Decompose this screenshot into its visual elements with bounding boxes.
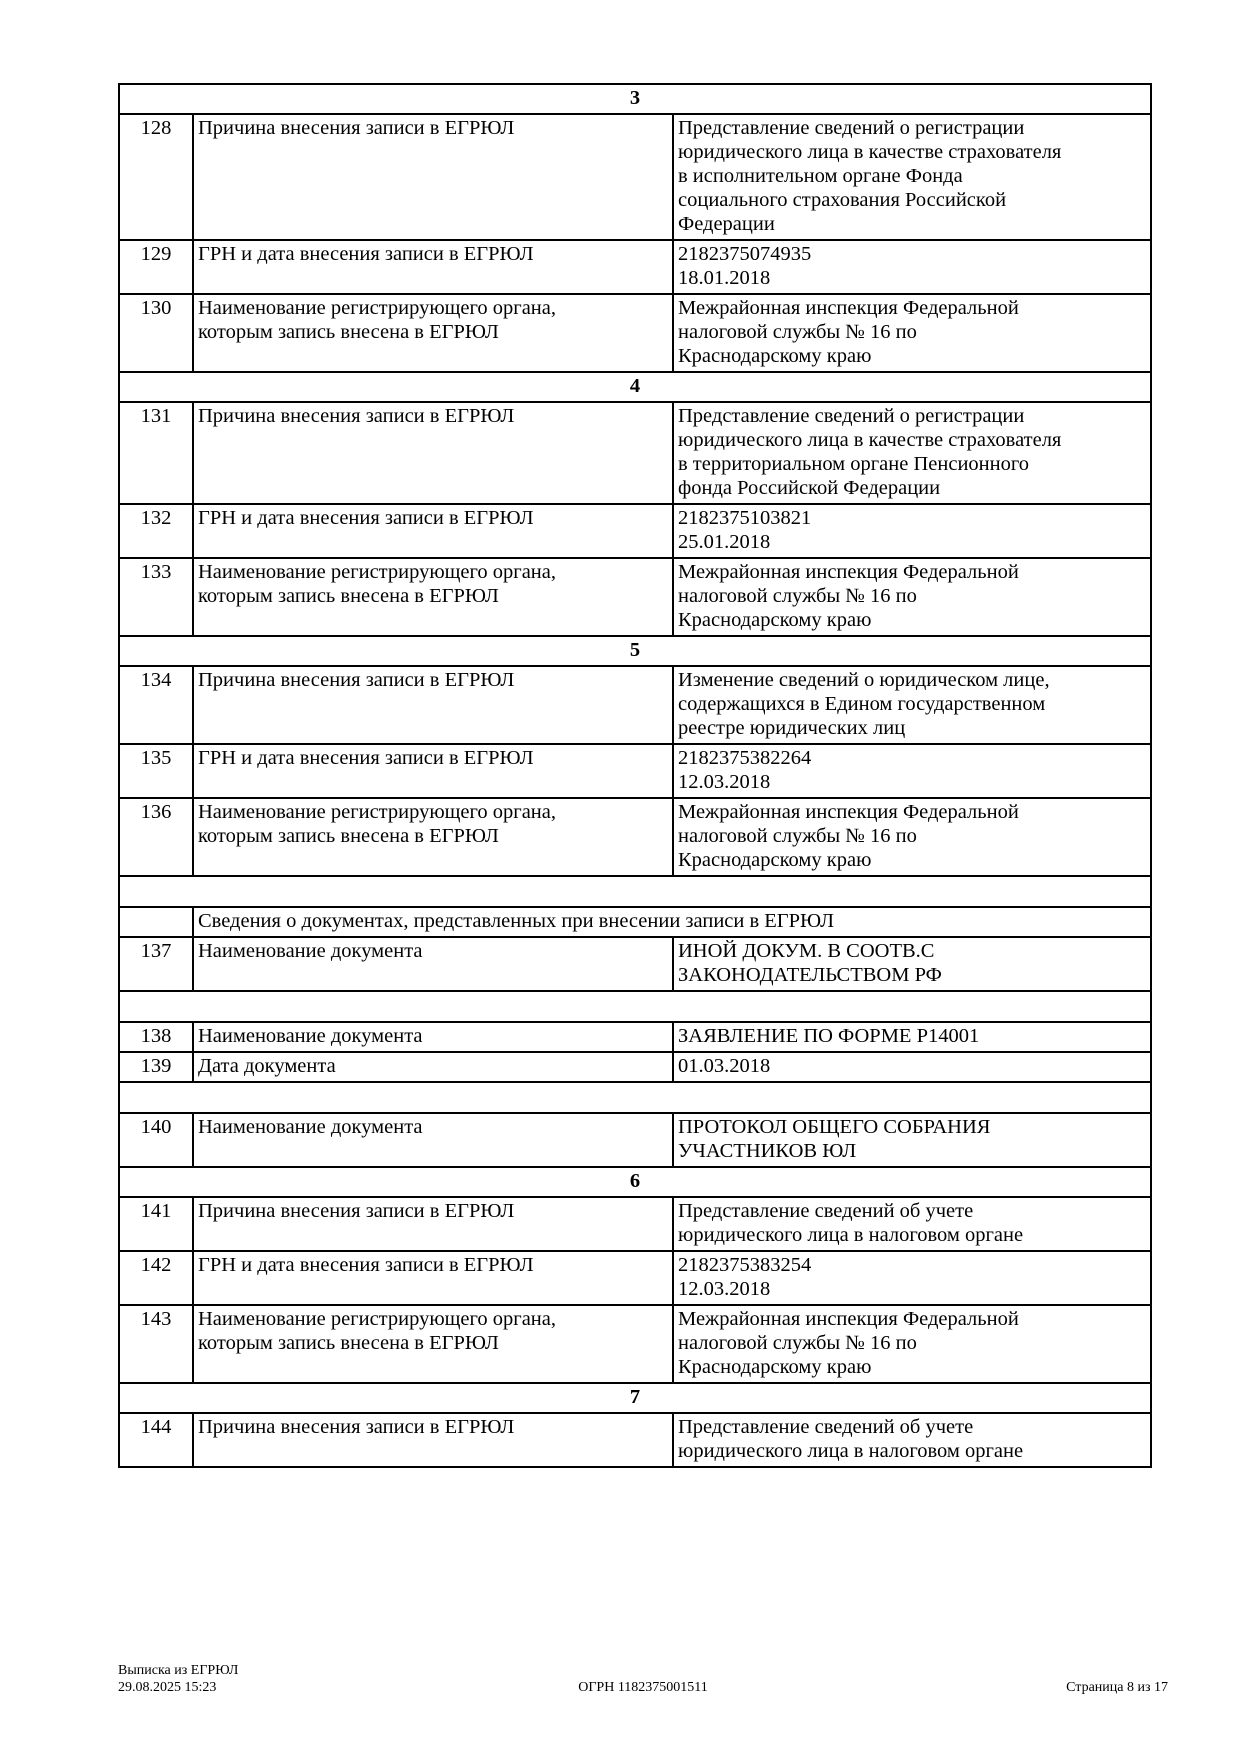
row-value-cell — [673, 402, 1151, 504]
row-number-cell: 135 — [119, 744, 193, 798]
section-number: 5 — [119, 636, 1151, 666]
value-line: налоговой службы № 16 по — [678, 1332, 917, 1354]
table-row-143 — [119, 1305, 1151, 1383]
value-line: 2182375074935 — [678, 243, 812, 265]
row-label-cell — [193, 744, 673, 798]
row-number-cell: 136 — [119, 798, 193, 876]
footer-ogrn: ОГРН 1182375001511 — [578, 1680, 708, 1695]
table-row-140 — [119, 1113, 1151, 1167]
value-line: Межрайонная инспекция Федеральной — [678, 561, 1019, 583]
row-value-cell — [673, 1305, 1151, 1383]
table-row-131 — [119, 402, 1151, 504]
row-label-cell — [193, 1197, 673, 1251]
value-line: ИНОЙ ДОКУМ. В СООТВ.С — [678, 940, 935, 962]
section-number: 7 — [119, 1383, 1151, 1413]
table-row-128 — [119, 114, 1151, 240]
row-label-cell — [193, 1413, 673, 1467]
value-line: реестре юридических лиц — [678, 717, 906, 739]
value-line: юридического лица в качестве страхователя — [678, 429, 1062, 451]
value-line: 12.03.2018 — [678, 1278, 771, 1300]
value-line: налоговой службы № 16 по — [678, 585, 917, 607]
row-label-cell — [193, 1022, 673, 1052]
value-line: 12.03.2018 — [678, 771, 771, 793]
row-number-cell: 128 — [119, 114, 193, 240]
row-number-cell: 137 — [119, 937, 193, 991]
value-line: 25.01.2018 — [678, 531, 771, 553]
footer-datetime: 29.08.2025 15:23 — [118, 1680, 217, 1695]
table-row-130 — [119, 294, 1151, 372]
row-label-cell — [193, 1305, 673, 1383]
row-value-cell — [673, 1413, 1151, 1467]
row-value-cell — [673, 114, 1151, 240]
row-label-cell — [193, 798, 673, 876]
value-line: Краснодарскому краю — [678, 849, 872, 871]
row-value-cell — [673, 1113, 1151, 1167]
label-line: Наименование регистрирующего органа, — [198, 297, 556, 319]
label-line: которым запись внесена в ЕГРЮЛ — [198, 585, 499, 607]
row-value-cell — [673, 798, 1151, 876]
table-row-129 — [119, 240, 1151, 294]
label-line: Наименование документа — [198, 1116, 423, 1138]
table-row-142 — [119, 1251, 1151, 1305]
row-value-cell — [673, 294, 1151, 372]
label-line: ГРН и дата внесения записи в ЕГРЮЛ — [198, 1254, 534, 1276]
value-line: 2182375382264 — [678, 747, 812, 769]
subheader-row — [119, 907, 1151, 937]
table-row-136 — [119, 798, 1151, 876]
value-line: в исполнительном органе Фонда — [678, 165, 963, 187]
row-number-cell: 132 — [119, 504, 193, 558]
value-line: ЗАКОНОДАТЕЛЬСТВОМ РФ — [678, 964, 942, 986]
row-label-cell — [193, 666, 673, 744]
value-line: 01.03.2018 — [678, 1055, 771, 1077]
blank-row — [119, 991, 1151, 1022]
table-row-138 — [119, 1022, 1151, 1052]
row-label-cell — [193, 937, 673, 991]
row-value-cell — [673, 558, 1151, 636]
table-row-132 — [119, 504, 1151, 558]
table-row-133 — [119, 558, 1151, 636]
value-line: Федерации — [678, 213, 775, 235]
blank-row — [119, 876, 1151, 907]
row-label-cell — [193, 504, 673, 558]
row-number-cell: 142 — [119, 1251, 193, 1305]
row-number-cell: 133 — [119, 558, 193, 636]
blank-row-cell — [119, 991, 1151, 1022]
value-line: юридического лица в налоговом органе — [678, 1440, 1024, 1462]
value-line: в территориальном органе Пенсионного — [678, 453, 1030, 475]
label-line: Причина внесения записи в ЕГРЮЛ — [198, 405, 515, 427]
row-number-cell: 143 — [119, 1305, 193, 1383]
label-line: Причина внесения записи в ЕГРЮЛ — [198, 1200, 515, 1222]
table-row-134 — [119, 666, 1151, 744]
value-line: Представление сведений об учете — [678, 1416, 974, 1438]
row-value-cell — [673, 937, 1151, 991]
label-line: Причина внесения записи в ЕГРЮЛ — [198, 117, 515, 139]
table-row-139 — [119, 1052, 1151, 1082]
egrul-table-body — [119, 84, 1151, 1467]
row-value-cell — [673, 666, 1151, 744]
value-line: УЧАСТНИКОВ ЮЛ — [678, 1140, 857, 1162]
row-value-cell — [673, 240, 1151, 294]
label-line: которым запись внесена в ЕГРЮЛ — [198, 825, 499, 847]
label-line: Наименование регистрирующего органа, — [198, 561, 556, 583]
row-label-cell — [193, 1052, 673, 1082]
table-row-141 — [119, 1197, 1151, 1251]
row-number-cell — [119, 907, 193, 937]
label-line: ГРН и дата внесения записи в ЕГРЮЛ — [198, 243, 534, 265]
row-label-cell — [193, 1113, 673, 1167]
row-number-cell: 141 — [119, 1197, 193, 1251]
value-line: Краснодарскому краю — [678, 609, 872, 631]
value-line: юридического лица в качестве страхователя — [678, 141, 1062, 163]
section-row — [119, 372, 1151, 402]
value-line: ПРОТОКОЛ ОБЩЕГО СОБРАНИЯ — [678, 1116, 991, 1138]
value-line: ЗАЯВЛЕНИЕ ПО ФОРМЕ Р14001 — [678, 1025, 980, 1047]
row-value-cell — [673, 1052, 1151, 1082]
row-number-cell: 131 — [119, 402, 193, 504]
label-line: которым запись внесена в ЕГРЮЛ — [198, 321, 499, 343]
row-number-cell: 130 — [119, 294, 193, 372]
value-line: 18.01.2018 — [678, 267, 771, 289]
row-label-cell — [193, 1251, 673, 1305]
value-line: Межрайонная инспекция Федеральной — [678, 1308, 1019, 1330]
section-number: 6 — [119, 1167, 1151, 1197]
label-line: Дата документа — [198, 1055, 336, 1077]
row-number-cell: 139 — [119, 1052, 193, 1082]
blank-row-cell — [119, 876, 1151, 907]
value-line: содержащихся в Едином государственном — [678, 693, 1046, 715]
table-row-137 — [119, 937, 1151, 991]
footer-doc-type: Выписка из ЕГРЮЛ — [118, 1663, 239, 1678]
value-line: юридического лица в налоговом органе — [678, 1224, 1024, 1246]
value-line: фонда Российской Федерации — [678, 477, 941, 499]
row-value-cell — [673, 744, 1151, 798]
row-value-cell — [673, 1022, 1151, 1052]
value-line: Представление сведений о регистрации — [678, 405, 1025, 427]
row-value-cell — [673, 504, 1151, 558]
row-label-cell — [193, 294, 673, 372]
row-value-cell — [673, 1251, 1151, 1305]
value-line: 2182375383254 — [678, 1254, 812, 1276]
section-row — [119, 636, 1151, 666]
row-number-cell: 140 — [119, 1113, 193, 1167]
value-line: налоговой службы № 16 по — [678, 825, 917, 847]
value-line: Представление сведений о регистрации — [678, 117, 1025, 139]
value-line: Краснодарскому краю — [678, 345, 872, 367]
section-row — [119, 1383, 1151, 1413]
egrul-records-table — [118, 83, 1152, 1468]
row-label-cell — [193, 240, 673, 294]
subheader-text: Сведения о документах, представленных при внесении записи в ЕГРЮЛ — [193, 907, 1151, 937]
label-line: которым запись внесена в ЕГРЮЛ — [198, 1332, 499, 1354]
label-line: Наименование регистрирующего органа, — [198, 801, 556, 823]
section-row — [119, 1167, 1151, 1197]
label-line: Причина внесения записи в ЕГРЮЛ — [198, 1416, 515, 1438]
label-line: ГРН и дата внесения записи в ЕГРЮЛ — [198, 747, 534, 769]
blank-row — [119, 1082, 1151, 1113]
value-line: социального страхования Российской — [678, 189, 1007, 211]
row-number-cell: 134 — [119, 666, 193, 744]
row-label-cell — [193, 114, 673, 240]
section-number: 3 — [119, 84, 1151, 114]
label-line: ГРН и дата внесения записи в ЕГРЮЛ — [198, 507, 534, 529]
section-row — [119, 84, 1151, 114]
row-number-cell: 144 — [119, 1413, 193, 1467]
value-line: Краснодарскому краю — [678, 1356, 872, 1378]
section-number: 4 — [119, 372, 1151, 402]
row-label-cell — [193, 558, 673, 636]
row-number-cell: 138 — [119, 1022, 193, 1052]
value-line: Изменение сведений о юридическом лице, — [678, 669, 1050, 691]
value-line: налоговой службы № 16 по — [678, 321, 917, 343]
row-label-cell — [193, 402, 673, 504]
blank-row-cell — [119, 1082, 1151, 1113]
value-line: 2182375103821 — [678, 507, 812, 529]
value-line: Межрайонная инспекция Федеральной — [678, 801, 1019, 823]
label-line: Наименование документа — [198, 1025, 423, 1047]
footer-page-number: Страница 8 из 17 — [1066, 1680, 1168, 1695]
label-line: Наименование документа — [198, 940, 423, 962]
label-line: Наименование регистрирующего органа, — [198, 1308, 556, 1330]
table-row-135 — [119, 744, 1151, 798]
label-line: Причина внесения записи в ЕГРЮЛ — [198, 669, 515, 691]
value-line: Представление сведений об учете — [678, 1200, 974, 1222]
row-value-cell — [673, 1197, 1151, 1251]
row-number-cell: 129 — [119, 240, 193, 294]
value-line: Межрайонная инспекция Федеральной — [678, 297, 1019, 319]
table-row-144 — [119, 1413, 1151, 1467]
